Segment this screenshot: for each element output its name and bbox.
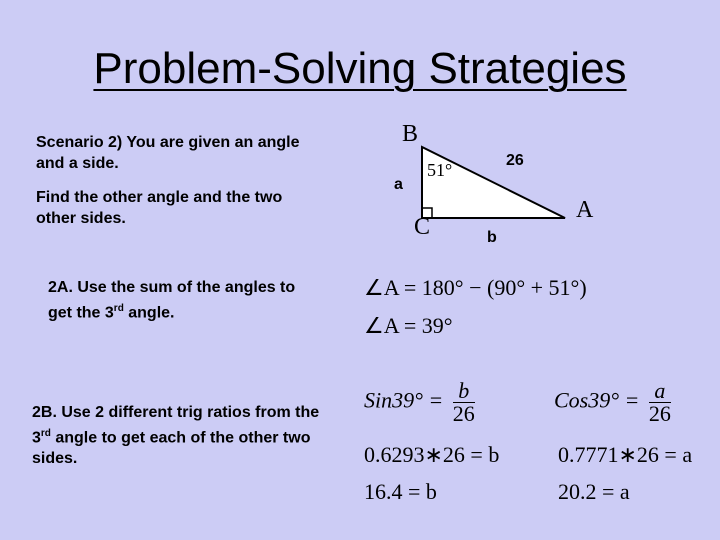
vertex-a-label: A	[576, 197, 594, 223]
step-2a-suffix: angle.	[123, 304, 175, 322]
side-b-label: b	[487, 229, 497, 246]
step-2b-text	[32, 402, 332, 469]
cosine-denominator: 26	[648, 401, 671, 426]
step-2b-prefix: 2B. Use 2 different trig ratios from the 3	[32, 404, 320, 447]
step-2a-sup: rd	[113, 303, 124, 314]
sine-result: 16.4 = b	[364, 479, 437, 504]
scenario-text: Scenario 2) You are given an angle and a side.	[36, 134, 300, 172]
sine-step-2: 0.6293∗26 = b	[364, 442, 500, 467]
step-2b-suffix: angle to get each of the other two sides.	[32, 429, 311, 468]
triangle-shape	[422, 147, 565, 218]
cosine-fraction	[649, 380, 671, 425]
cosine-lhs: Cos39° =	[554, 387, 640, 413]
cosine-step-2: 0.7771∗26 = a	[558, 442, 693, 467]
sine-fraction	[453, 380, 475, 425]
sine-equation	[364, 380, 475, 425]
angle-b-label: 51°	[427, 160, 453, 180]
triangle-diagram	[340, 115, 600, 250]
cosine-numerator: a	[649, 380, 671, 403]
angle-a-equation-2: ∠A = 39°	[364, 313, 453, 338]
cosine-result: 20.2 = a	[558, 479, 630, 504]
slide-title: Problem-Solving Strategies	[93, 44, 627, 93]
task-text: Find the other angle and the two other sides.	[36, 189, 283, 227]
step-2a-text	[48, 277, 308, 323]
sine-numerator: b	[453, 380, 475, 403]
cosine-equation	[554, 380, 671, 425]
sine-lhs: Sin39° =	[364, 387, 444, 413]
vertex-c-label: C	[414, 214, 431, 240]
step-2a-prefix: 2A. Use the sum of the angles to get the 3	[48, 279, 296, 322]
vertex-b-label: B	[402, 121, 419, 147]
side-a-label: a	[394, 176, 403, 193]
angle-a-equation-1: ∠A = 180° − (90° + 51°)	[364, 275, 587, 300]
hypotenuse-label: 26	[506, 152, 524, 169]
step-2b-sup: rd	[40, 428, 51, 439]
sine-denominator: 26	[452, 401, 475, 426]
